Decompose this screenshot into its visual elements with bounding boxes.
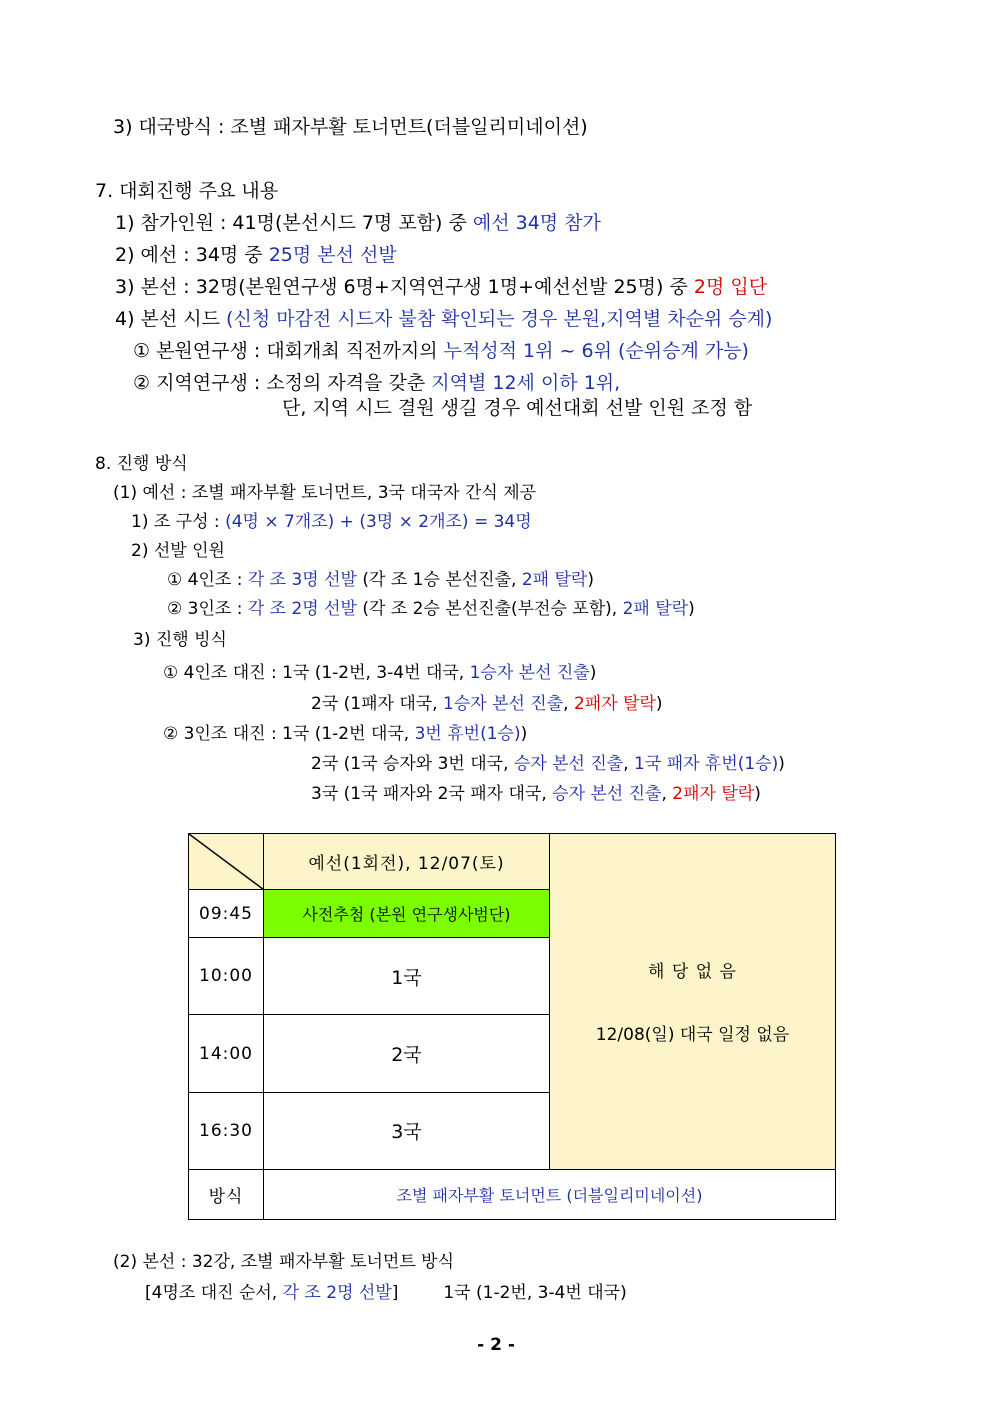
- table-time-cell: 09:45: [189, 890, 264, 938]
- round-4-1-line: ① 4인조 대진 : 1국 (1-2번, 3-4번 대국, 1승자 본선 진출): [163, 663, 597, 683]
- round-3-3-line: 3국 (1국 패자와 2국 패자 대국, 승자 본선 진출, 2패자 탈락): [311, 784, 761, 804]
- main-pairing-line: [4명조 대진 순서, 각 조 2명 선발] 1국 (1-2번, 3-4번 대국): [145, 1283, 627, 1303]
- table-corner-cell: [189, 834, 264, 890]
- bout-method-line: 3) 대국방식 : 조별 패자부활 토너먼트(더블일리미네이션): [113, 116, 588, 138]
- round-3-2-line: 2국 (1국 승자와 3번 대국, 승자 본선 진출, 1국 패자 휴번(1승)): [311, 754, 785, 774]
- selection-4-line: ① 4인조 : 각 조 3명 선발 (각 조 1승 본선진출, 2패 탈락): [167, 570, 594, 590]
- table-footer-label: 방식: [189, 1169, 264, 1219]
- round-3-1-line: ② 3인조 대진 : 1국 (1-2번 대국, 3번 휴번(1승)): [163, 724, 528, 744]
- page-number: - 2 -: [477, 1335, 515, 1355]
- main-institute-line: ① 본원연구생 : 대회개최 직전까지의 누적성적 1위 ~ 6위 (순위승계 가능): [133, 340, 749, 362]
- regional-line: ② 지역연구생 : 소정의 자격을 갖춘 지역별 12세 이하 1위,: [133, 372, 621, 394]
- round-4-2-line: 2국 (1패자 대국, 1승자 본선 진출, 2패자 탈락): [311, 694, 663, 714]
- table-event-cell: 2국: [264, 1015, 550, 1092]
- prelim-line: 2) 예선 : 34명 중 25명 본선 선발: [115, 244, 397, 266]
- section-7-title: 7. 대회진행 주요 내용: [95, 180, 279, 202]
- participants-line: 1) 참가인원 : 41명(본선시드 7명 포함) 중 예선 34명 참가: [115, 212, 601, 234]
- not-applicable-text: 해 당 없 음: [648, 962, 737, 983]
- table-time-cell: 14:00: [189, 1015, 264, 1092]
- prelim-method-line: (1) 예선 : 조별 패자부활 토너먼트, 3국 대국자 간식 제공: [113, 483, 537, 503]
- no-game-text: 12/08(일) 대국 일정 없음: [595, 1025, 790, 1046]
- table-event-cell: 사전추첨 (본원 연구생사범단): [264, 890, 550, 938]
- table-event-cell: 3국: [264, 1092, 550, 1169]
- table-event-cell: 1국: [264, 938, 550, 1015]
- table-footer-value: 조별 패자부활 토너먼트 (더블일리미네이션): [264, 1169, 836, 1219]
- table-right-cell: [550, 834, 836, 1170]
- group-composition-line: 1) 조 구성 : (4명 × 7개조) + (3명 × 2개조) = 34명: [131, 512, 532, 532]
- progress-title: 3) 진행 빙식: [133, 630, 227, 650]
- main-seed-line: 4) 본선 시드 (신청 마감전 시드자 불참 확인되는 경우 본원,지역별 차순위 승계): [115, 308, 773, 330]
- table-time-cell: 16:30: [189, 1092, 264, 1169]
- selection-3-line: ② 3인조 : 각 조 2명 선발 (각 조 2승 본선진출(부전승 포함), 2패 탈락): [167, 599, 695, 619]
- regional-note-line: 단, 지역 시드 결원 생길 경우 예선대회 선발 인원 조정 함: [282, 397, 753, 419]
- diagonal-line-icon: [189, 834, 263, 889]
- main-method-line: (2) 본선 : 32강, 조별 패자부활 토너먼트 방식: [113, 1252, 454, 1272]
- selection-title: 2) 선발 인원: [131, 541, 225, 561]
- schedule-table: [188, 833, 836, 1220]
- table-header-cell: 예선(1회전), 12/07(토): [264, 834, 550, 890]
- table-time-cell: 10:00: [189, 938, 264, 1015]
- main-round-line: 3) 본선 : 32명(본원연구생 6명+지역연구생 1명+예선선발 25명) 중 2명 입단: [115, 276, 768, 298]
- section-8-title: 8. 진행 방식: [95, 454, 188, 474]
